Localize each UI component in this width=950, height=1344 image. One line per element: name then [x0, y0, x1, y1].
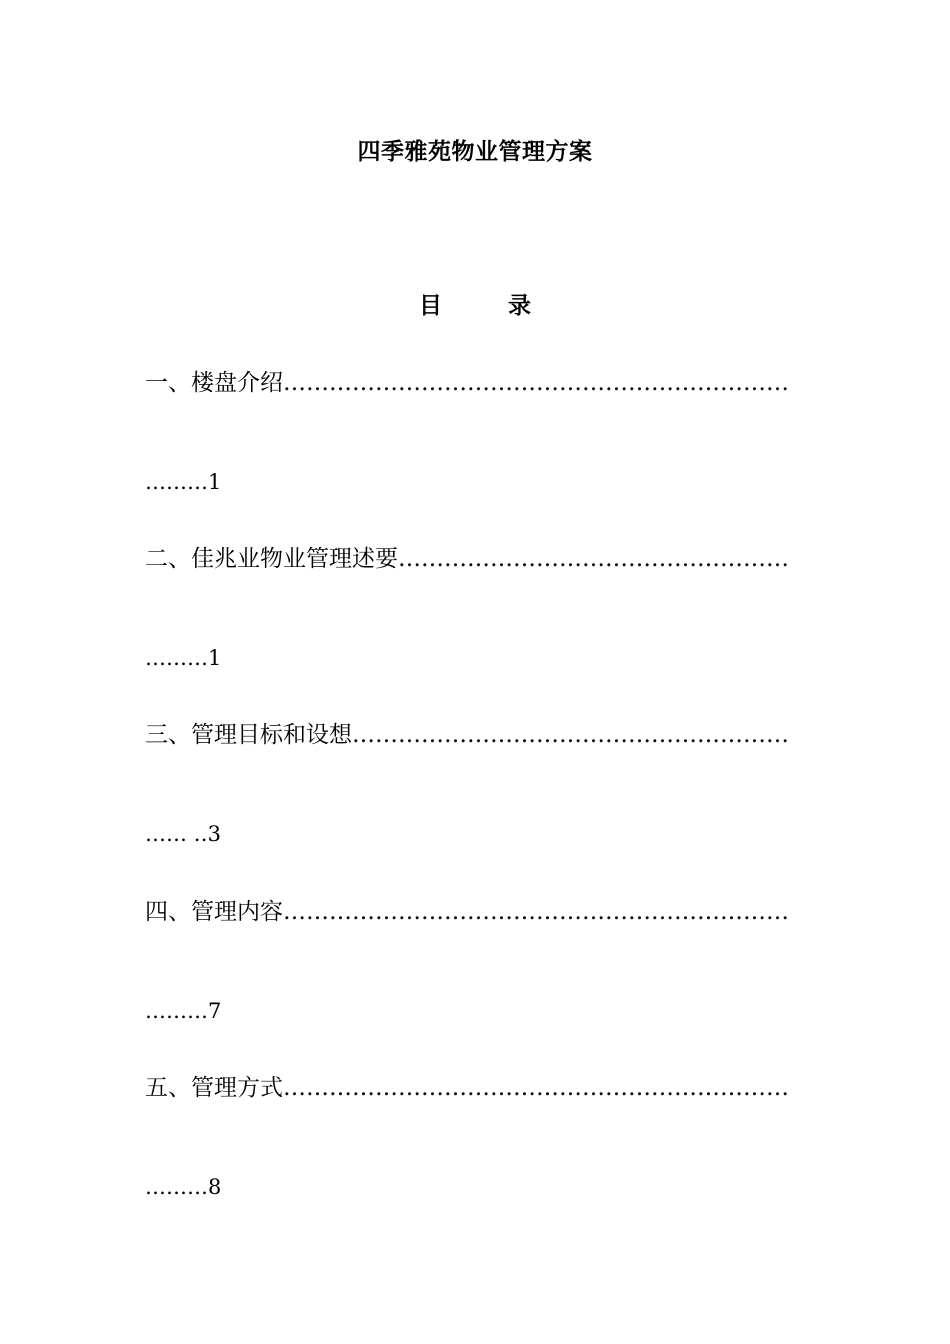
toc-entry-page: ………1 — [145, 470, 222, 494]
toc-heading-right: 录 — [508, 292, 531, 319]
document-title: 四季雅苑物业管理方案 — [357, 138, 593, 165]
toc-entry-label: 五、管理方式 — [145, 1075, 283, 1101]
toc-entry-label: 三、管理目标和设想 — [145, 722, 352, 748]
toc-entry-3[interactable] — [145, 719, 805, 751]
toc-entry-leader: ………………………………………………………… — [283, 1075, 789, 1101]
toc-entry-label: 一、楼盘介绍 — [145, 370, 283, 396]
toc-heading-left: 目 — [419, 292, 442, 319]
toc-entry-page: ………1 — [145, 646, 222, 670]
toc-entry-5[interactable] — [145, 1072, 805, 1104]
toc-entry-leader: …………………………………………… — [398, 546, 789, 572]
toc-entry-leader: ………………………………………………… — [352, 722, 789, 748]
toc-entry-page: …… ‥3 — [145, 822, 222, 846]
toc-entry-label: 二、佳兆业物业管理述要 — [145, 546, 398, 572]
toc-entry-leader: ………………………………………………………… — [283, 370, 789, 396]
toc-entry-2[interactable] — [145, 543, 805, 575]
toc-entry-leader: ………………………………………………………… — [283, 899, 789, 925]
toc-entry-4[interactable] — [145, 896, 805, 928]
toc-entry-1[interactable] — [145, 367, 805, 399]
toc-entry-page: ………7 — [145, 999, 222, 1023]
toc-heading — [0, 290, 950, 322]
toc-entry-label: 四、管理内容 — [145, 899, 283, 925]
toc-entry-page: ………8 — [145, 1175, 222, 1199]
